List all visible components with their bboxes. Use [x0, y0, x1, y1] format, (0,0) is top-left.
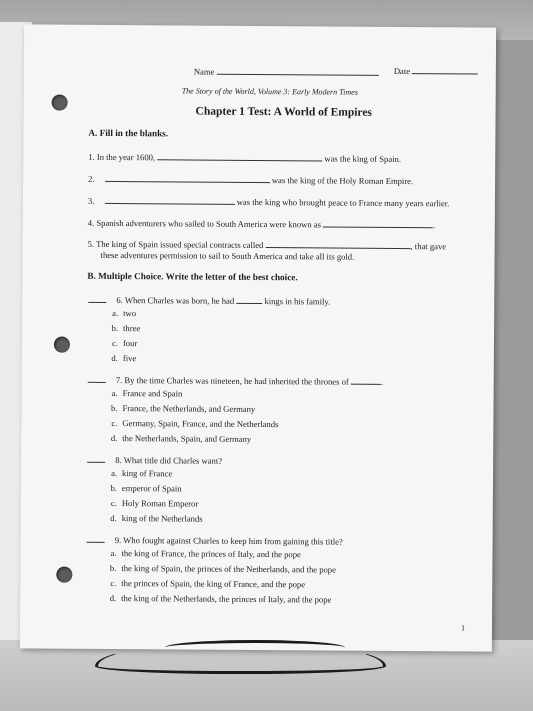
question-7-text: 7. By the time Charles was nineteen, he had inherited the thrones of — [115, 375, 349, 387]
section-b-heading: B. Multiple Choice. Write the letter of the best choice. — [87, 270, 298, 283]
answer-blank — [105, 194, 235, 205]
question-1-text: 1. In the year 1600, — [88, 151, 156, 163]
option-letter: b. — [111, 402, 118, 414]
option-c — [101, 498, 198, 509]
option-letter: d. — [110, 512, 117, 524]
answer-letter-blank — [87, 453, 105, 463]
question-2 — [88, 172, 413, 186]
option-letter: d. — [111, 352, 118, 364]
name-field — [194, 65, 379, 78]
option-text: king of France — [122, 468, 173, 479]
option-c — [100, 578, 305, 589]
binder-hole — [52, 95, 68, 111]
option-text: five — [122, 353, 137, 364]
option-d — [101, 513, 203, 524]
option-text: Holy Roman Emperor — [121, 498, 199, 509]
question-3-text: was the king who brought peace to France many years earlier. — [236, 196, 450, 209]
question-6 — [88, 293, 330, 307]
answer-blank — [351, 375, 384, 387]
answer-blank — [236, 294, 262, 304]
option-b — [101, 483, 182, 494]
option-b — [101, 403, 255, 414]
option-d — [101, 433, 251, 444]
question-1 — [88, 150, 401, 164]
date-label: Date — [393, 65, 411, 77]
option-text: the princes of Spain, the king of France, and the pope — [121, 578, 306, 590]
question-6-text-end: kings in his family. — [264, 296, 331, 307]
option-letter: c. — [110, 577, 117, 589]
question-9 — [87, 533, 343, 547]
answer-blank — [323, 217, 436, 231]
option-a — [102, 388, 183, 399]
answer-letter-blank — [87, 533, 105, 543]
option-c — [102, 338, 137, 348]
option-text: the Netherlands, Spain, and Germany — [122, 433, 252, 444]
option-text: France, the Netherlands, and Germany — [122, 403, 256, 414]
page-stand-rim — [165, 640, 345, 655]
question-7 — [88, 373, 383, 387]
page-number: 1 — [460, 623, 466, 633]
question-8 — [87, 453, 222, 466]
name-label: Name — [193, 66, 215, 77]
question-7-end: . — [380, 376, 384, 387]
question-5-text-end: , that gave — [410, 241, 447, 252]
answer-blank — [105, 172, 270, 183]
option-letter: d. — [109, 592, 117, 604]
book-title: The Story of the World, Volume 3: Early Modern Times — [181, 86, 358, 97]
option-letter: b. — [111, 322, 119, 334]
option-a — [101, 468, 172, 478]
date-field — [394, 64, 478, 77]
option-b — [102, 323, 140, 333]
option-letter: b. — [109, 562, 117, 574]
question-3-number: 3. — [87, 195, 95, 206]
test-title: Chapter 1 Test: A World of Empires — [195, 105, 372, 119]
option-letter: c. — [111, 337, 118, 349]
option-letter: a. — [111, 387, 118, 399]
answer-blank — [157, 150, 322, 161]
option-text: emperor of Spain — [121, 483, 182, 494]
option-letter: b. — [110, 482, 117, 494]
question-2-number: 2. — [88, 173, 95, 184]
option-text: four — [122, 338, 138, 349]
question-6-text: 6. When Charles was born, he had — [116, 295, 235, 306]
question-4 — [88, 216, 436, 230]
question-3 — [88, 194, 449, 209]
answer-letter-blank — [88, 373, 106, 383]
answer-letter-blank — [88, 293, 106, 303]
question-9-text: 9. Who fought against Charles to keep him from gaining this title? — [114, 535, 343, 547]
name-blank — [217, 65, 379, 76]
worksheet-page — [20, 24, 496, 651]
option-c — [101, 418, 278, 429]
option-text: Germany, Spain, France, and the Netherlands — [122, 418, 279, 430]
option-a — [102, 308, 136, 318]
question-4-text: 4. Spanish adventurers who sailed to South America were known as — [87, 217, 322, 230]
option-letter: c. — [111, 417, 118, 429]
option-text: the king of France, the princes of Italy, and the pope — [121, 548, 301, 560]
option-letter: a. — [112, 307, 119, 319]
option-b — [100, 563, 336, 575]
option-a — [100, 548, 300, 559]
section-a-heading: A. Fill in the blanks. — [88, 127, 169, 139]
option-d — [102, 353, 136, 363]
binder-hole — [56, 567, 72, 583]
question-5 — [88, 237, 447, 252]
question-2-text: was the king of the Holy Roman Empire. — [271, 175, 414, 187]
answer-blank — [266, 238, 411, 249]
option-text: the king of the Netherlands, the princes of Italy, and the pope — [121, 593, 332, 605]
option-letter: c. — [110, 497, 117, 509]
question-4-end: . — [433, 220, 436, 231]
question-5-text: 5. The king of Spain issued special contracts called — [87, 238, 264, 251]
option-letter: a. — [111, 467, 118, 479]
option-text: three — [123, 323, 141, 334]
option-text: king of the Netherlands — [121, 513, 203, 524]
option-d — [100, 593, 331, 605]
option-letter: d. — [110, 432, 118, 444]
option-text: two — [123, 308, 137, 319]
option-text: the king of Spain, the princes of the Netherlands, and the pope — [121, 563, 336, 575]
question-8-text: 8. What title did Charles want? — [115, 455, 223, 466]
option-letter: a. — [110, 547, 117, 559]
binder-hole — [54, 337, 70, 353]
option-text: France and Spain — [122, 388, 183, 399]
date-blank — [412, 64, 478, 74]
question-5-line-2: these adventures permission to sail to South America and take all its gold. — [100, 249, 355, 262]
question-1-text-end: was the king of Spain. — [324, 153, 402, 164]
